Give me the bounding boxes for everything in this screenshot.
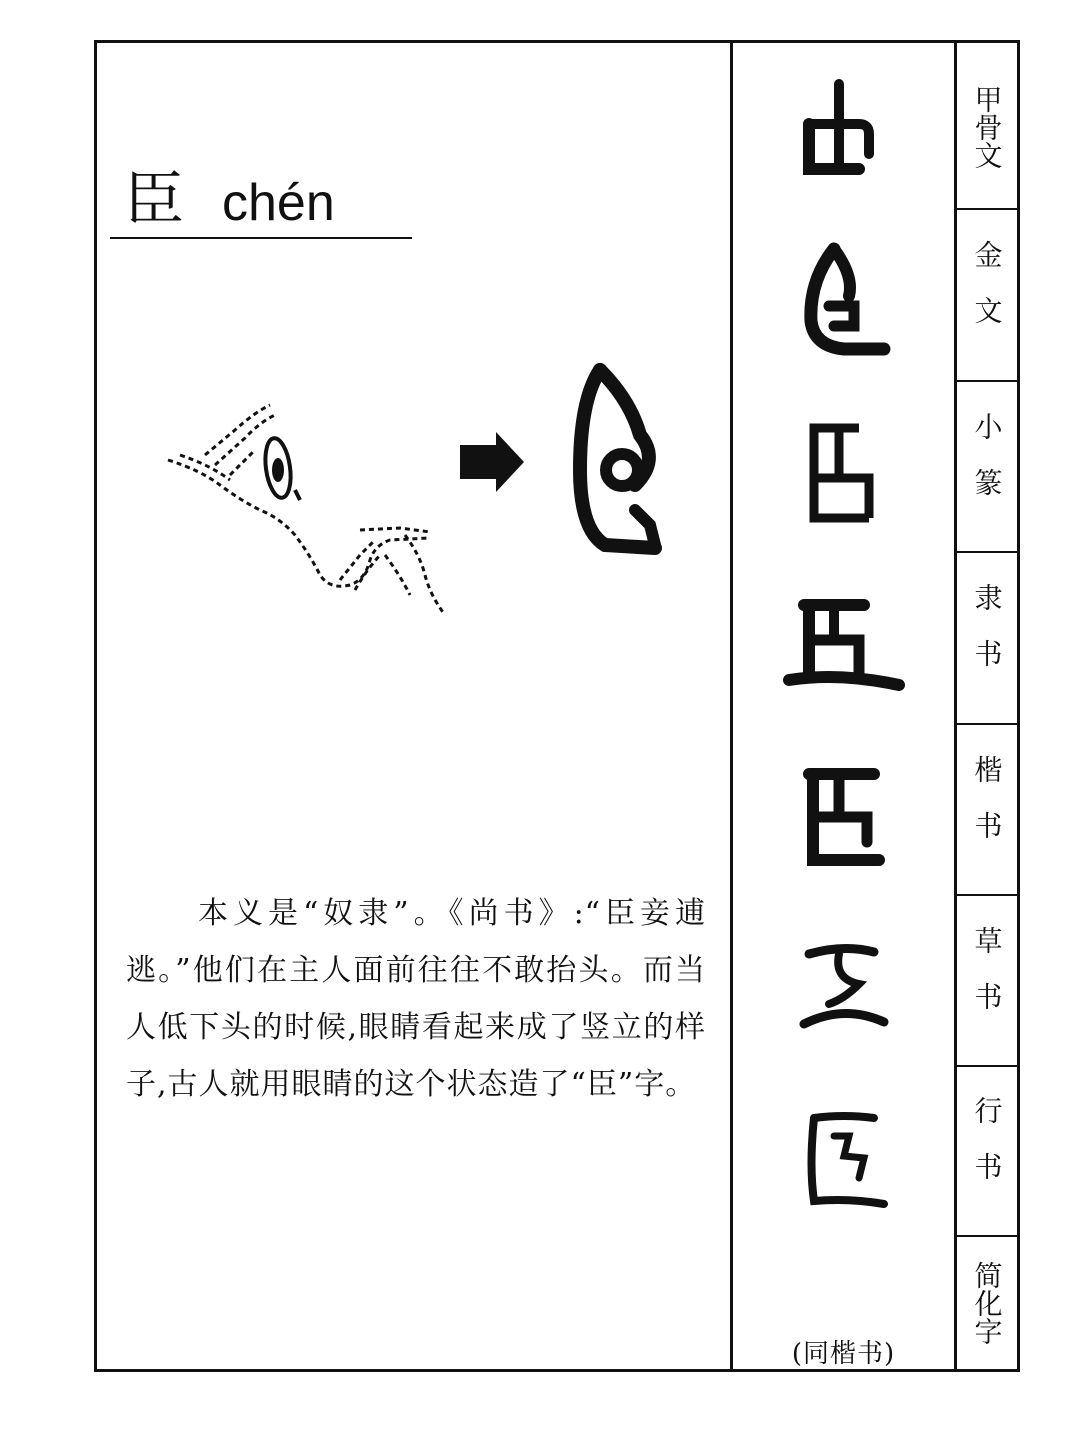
right-arrow-icon [460, 432, 524, 492]
simplified-note: (同楷书) [791, 1339, 896, 1369]
label-clerical [957, 553, 1017, 725]
label-bronze [957, 210, 1017, 382]
label-text: 隶书 [970, 583, 1004, 695]
label-cursive [957, 896, 1017, 1067]
label-text: 简化字 [970, 1261, 1004, 1345]
bowed-head-sketch [168, 405, 445, 615]
heading-pinyin: chén [222, 174, 335, 232]
label-simplified [957, 1237, 1017, 1369]
label-regular [957, 725, 1017, 896]
label-text: 行书 [970, 1096, 1004, 1208]
label-text: 金文 [970, 240, 1004, 352]
oracle-bone-glyph [733, 43, 954, 215]
heading-underline [110, 237, 412, 239]
heading-character: 臣 [124, 165, 184, 235]
label-text: 小篆 [970, 411, 1004, 524]
ancient-chen-glyph [580, 370, 655, 548]
explanation-paragraph: 本义是“奴隶”。《尚书》:“臣妾逋逃。”他们在主人面前往往不敢抬头。而当人低下头的时候,眼睛看起来成了竖立的样子,古人就用眼睛的这个状态造了“臣”字。 [126, 896, 706, 1102]
cursive-glyph [733, 903, 954, 1075]
clerical-glyph [733, 559, 954, 731]
label-small-seal [957, 382, 1017, 553]
running-glyph [733, 1075, 954, 1247]
script-labels-column [957, 43, 1017, 1369]
small-seal-glyph [733, 387, 954, 559]
label-running [957, 1067, 1017, 1237]
script-forms-column [733, 43, 954, 1369]
bronze-glyph [733, 215, 954, 387]
regular-glyph [733, 731, 954, 903]
label-text: 甲骨文 [970, 84, 1004, 169]
upright-eye-sketch [262, 437, 300, 500]
label-text: 楷书 [970, 754, 1004, 867]
label-oracle-bone [957, 43, 1017, 210]
character-heading [124, 160, 335, 240]
label-text: 草书 [970, 925, 1004, 1038]
origin-illustration [160, 360, 680, 640]
